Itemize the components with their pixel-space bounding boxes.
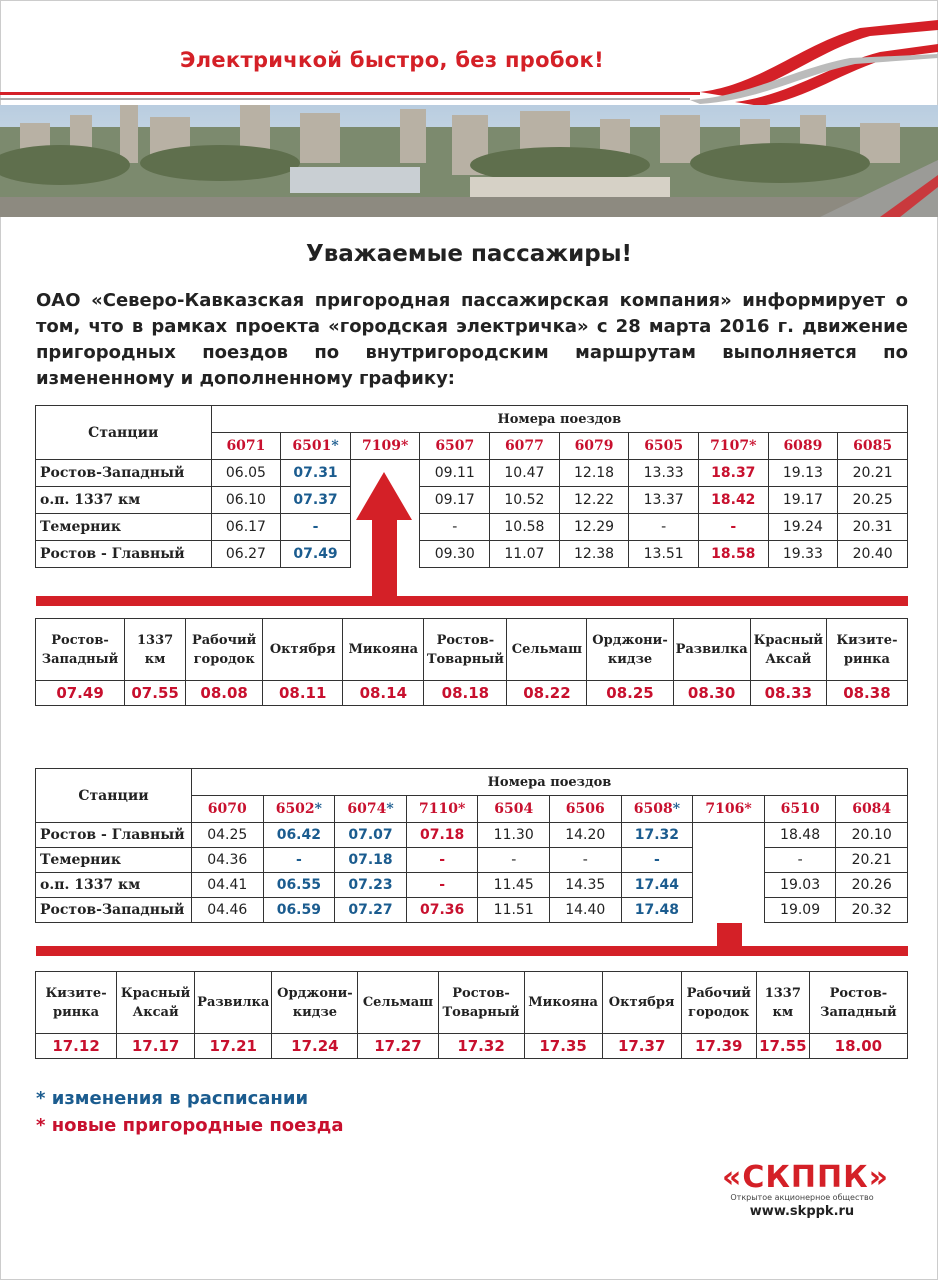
time-cell: 09.17 — [420, 487, 490, 514]
route-station: Орджони-кидзе — [272, 972, 358, 1034]
train-number-6510: 6510 — [764, 796, 836, 823]
time-cell: 11.45 — [478, 873, 550, 898]
train-number-6504: 6504 — [478, 796, 550, 823]
table-row — [36, 873, 908, 898]
train-number-6071: 6071 — [211, 433, 281, 460]
stations-header: Станции — [36, 769, 192, 823]
time-cell: 10.58 — [490, 514, 560, 541]
time-cell: 19.17 — [768, 487, 838, 514]
train-number-6070: 6070 — [191, 796, 263, 823]
route-station: Микояна — [343, 619, 424, 681]
time-cell: 07.49 — [281, 541, 351, 568]
time-cell: 11.30 — [478, 823, 550, 848]
time-cell: 06.17 — [211, 514, 281, 541]
time-cell: 20.10 — [836, 823, 908, 848]
route-time: 18.00 — [809, 1034, 907, 1059]
table-row — [36, 898, 908, 923]
route-time: 17.37 — [602, 1034, 681, 1059]
time-cell: 14.40 — [550, 898, 622, 923]
logo-name: «СКППК» — [722, 1160, 890, 1195]
route-station: Кизите-ринка — [36, 972, 117, 1034]
time-cell: 20.21 — [838, 460, 908, 487]
station-name: о.п. 1337 км — [36, 873, 192, 898]
train-number-6074: 6074* — [335, 796, 407, 823]
time-cell: 20.31 — [838, 514, 908, 541]
train-number-7107: 7107* — [698, 433, 768, 460]
route-time: 17.17 — [117, 1034, 195, 1059]
time-cell: 20.40 — [838, 541, 908, 568]
train-number-6502: 6502* — [263, 796, 335, 823]
train-number-6085: 6085 — [838, 433, 908, 460]
route-time: 08.18 — [424, 681, 507, 706]
time-cell: 14.20 — [550, 823, 622, 848]
table-row — [36, 823, 908, 848]
time-cell: 10.52 — [490, 487, 560, 514]
time-cell: 19.33 — [768, 541, 838, 568]
table-row — [36, 848, 908, 873]
time-cell: 20.26 — [836, 873, 908, 898]
time-cell: - — [764, 848, 836, 873]
route-time: 17.39 — [681, 1034, 756, 1059]
time-cell: 06.59 — [263, 898, 335, 923]
train-number-7110: 7110* — [406, 796, 478, 823]
time-cell: 06.27 — [211, 541, 281, 568]
time-cell: - — [550, 848, 622, 873]
time-cell: 12.22 — [559, 487, 629, 514]
time-cell: 17.32 — [621, 823, 693, 848]
route-station: Ростов-Западный — [36, 619, 125, 681]
logo-subtitle: Открытое акционерное общество — [730, 1193, 874, 1202]
red-divider-bar — [36, 596, 908, 606]
train-number-7106: 7106* — [693, 796, 765, 823]
time-cell: 09.11 — [420, 460, 490, 487]
schedule-table-2 — [35, 768, 908, 923]
time-cell: 04.41 — [191, 873, 263, 898]
trains-header: Номера поездов — [191, 769, 907, 796]
route-station: 1337 км — [125, 619, 186, 681]
route-station: Ростов-Товарный — [438, 972, 524, 1034]
route-time: 17.32 — [438, 1034, 524, 1059]
time-cell: 07.36 — [406, 898, 478, 923]
time-cell: 06.05 — [211, 460, 281, 487]
time-cell: 11.51 — [478, 898, 550, 923]
route-station: Красный Аксай — [750, 619, 826, 681]
time-cell: 13.51 — [629, 541, 699, 568]
route-time: 07.55 — [125, 681, 186, 706]
route-time: 08.08 — [186, 681, 263, 706]
station-name: Ростов-Западный — [36, 460, 212, 487]
time-cell: - — [263, 848, 335, 873]
slogan: Электричкой быстро, без пробок! — [180, 48, 604, 72]
time-cell: 06.42 — [263, 823, 335, 848]
time-cell: 17.48 — [621, 898, 693, 923]
route-time: 08.38 — [826, 681, 907, 706]
train-number-6084: 6084 — [836, 796, 908, 823]
time-cell: - — [478, 848, 550, 873]
time-cell: - — [281, 514, 351, 541]
route-station: Рабочий городок — [186, 619, 263, 681]
time-cell: 18.37 — [698, 460, 768, 487]
route-station: 1337 км — [756, 972, 809, 1034]
page-title: Уважаемые пассажиры! — [306, 241, 632, 267]
station-name: Ростов - Главный — [36, 823, 192, 848]
route-time: 17.55 — [756, 1034, 809, 1059]
time-cell: 11.07 — [490, 541, 560, 568]
station-name: о.п. 1337 км — [36, 487, 212, 514]
time-cell: 04.25 — [191, 823, 263, 848]
train-number-6079: 6079 — [559, 433, 629, 460]
intro-paragraph: ОАО «Северо-Кавказская пригородная пассажирская компания» информирует о том, что в рамках проекта «городская электричка» с 28 марта 2016 г. движение пригородных поездов по внутригородским маршрутам выполняется по измененному и дополненному графику: — [36, 290, 908, 389]
time-cell: 18.58 — [698, 541, 768, 568]
time-cell: 19.09 — [764, 898, 836, 923]
route-time: 17.21 — [195, 1034, 272, 1059]
route-station: Октября — [602, 972, 681, 1034]
time-cell: 20.25 — [838, 487, 908, 514]
station-name: Ростов - Главный — [36, 541, 212, 568]
route-time: 17.35 — [524, 1034, 602, 1059]
stations-header: Станции — [36, 406, 212, 460]
legend-new-trains: * новые пригородные поезда — [36, 1115, 344, 1136]
legend-new-trains-text: новые пригородные поезда — [51, 1115, 344, 1136]
time-cell: 04.46 — [191, 898, 263, 923]
route-station: Кизите-ринка — [826, 619, 907, 681]
route-time: 08.30 — [673, 681, 750, 706]
time-cell: 12.38 — [559, 541, 629, 568]
route-station: Сельмаш — [507, 619, 587, 681]
time-cell — [693, 898, 765, 923]
route-time: 08.33 — [750, 681, 826, 706]
route-station: Рабочий городок — [681, 972, 756, 1034]
train-number-6089: 6089 — [768, 433, 838, 460]
time-cell: - — [698, 514, 768, 541]
time-cell: 13.37 — [629, 487, 699, 514]
time-cell: 19.24 — [768, 514, 838, 541]
route-table-1 — [35, 618, 908, 706]
time-cell: 06.10 — [211, 487, 281, 514]
route-station: Развилка — [195, 972, 272, 1034]
route-time: 08.22 — [507, 681, 587, 706]
time-cell: 10.47 — [490, 460, 560, 487]
train-number-6501: 6501* — [281, 433, 351, 460]
route-station: Микояна — [524, 972, 602, 1034]
route-station: Сельмаш — [358, 972, 438, 1034]
route-station: Красный Аксай — [117, 972, 195, 1034]
route-time: 07.49 — [36, 681, 125, 706]
time-cell: 07.23 — [335, 873, 407, 898]
train-number-6506: 6506 — [550, 796, 622, 823]
route-time: 08.25 — [587, 681, 673, 706]
logo-url[interactable]: www.skppk.ru — [749, 1204, 855, 1219]
route-station: Орджони-кидзе — [587, 619, 673, 681]
station-name: Ростов-Западный — [36, 898, 192, 923]
time-cell: 17.44 — [621, 873, 693, 898]
time-cell: - — [420, 514, 490, 541]
route-station: Развилка — [673, 619, 750, 681]
legend-changes-text: изменения в расписании — [51, 1088, 309, 1109]
time-cell: 09.30 — [420, 541, 490, 568]
route-time: 08.11 — [263, 681, 343, 706]
route-station: Ростов-Западный — [809, 972, 907, 1034]
route-time: 08.14 — [343, 681, 424, 706]
time-cell: 19.13 — [768, 460, 838, 487]
time-cell: 04.36 — [191, 848, 263, 873]
time-cell — [693, 873, 765, 898]
train-number-6077: 6077 — [490, 433, 560, 460]
time-cell: 07.31 — [281, 460, 351, 487]
route-station: Ростов-Товарный — [424, 619, 507, 681]
route-table-2 — [35, 971, 908, 1059]
time-cell — [693, 848, 765, 873]
time-cell: 06.55 — [263, 873, 335, 898]
skppk-logo — [722, 1160, 890, 1219]
time-cell: 07.18 — [335, 848, 407, 873]
station-name: Темерник — [36, 514, 212, 541]
legend-changes: * изменения в расписании — [36, 1088, 309, 1109]
time-cell: 12.18 — [559, 460, 629, 487]
time-cell: 13.33 — [629, 460, 699, 487]
time-cell: 12.29 — [559, 514, 629, 541]
time-cell: - — [406, 848, 478, 873]
time-cell: 07.18 — [406, 823, 478, 848]
route-time: 17.12 — [36, 1034, 117, 1059]
route-time: 17.24 — [272, 1034, 358, 1059]
time-cell: - — [406, 873, 478, 898]
route-station: Октября — [263, 619, 343, 681]
time-cell: 07.27 — [335, 898, 407, 923]
time-cell: - — [621, 848, 693, 873]
station-name: Темерник — [36, 848, 192, 873]
train-number-7109: 7109* — [350, 433, 420, 460]
time-cell: 07.37 — [281, 487, 351, 514]
route-time: 17.27 — [358, 1034, 438, 1059]
time-cell: 18.42 — [698, 487, 768, 514]
time-cell: 20.21 — [836, 848, 908, 873]
train-number-6507: 6507 — [420, 433, 490, 460]
time-cell: 07.07 — [335, 823, 407, 848]
time-cell: 18.48 — [764, 823, 836, 848]
train-number-6505: 6505 — [629, 433, 699, 460]
time-cell: 20.32 — [836, 898, 908, 923]
trains-header: Номера поездов — [211, 406, 907, 433]
time-cell: 14.35 — [550, 873, 622, 898]
train-number-6508: 6508* — [621, 796, 693, 823]
time-cell: 19.03 — [764, 873, 836, 898]
red-divider-bar — [36, 946, 908, 956]
time-cell — [693, 823, 765, 848]
time-cell: - — [629, 514, 699, 541]
